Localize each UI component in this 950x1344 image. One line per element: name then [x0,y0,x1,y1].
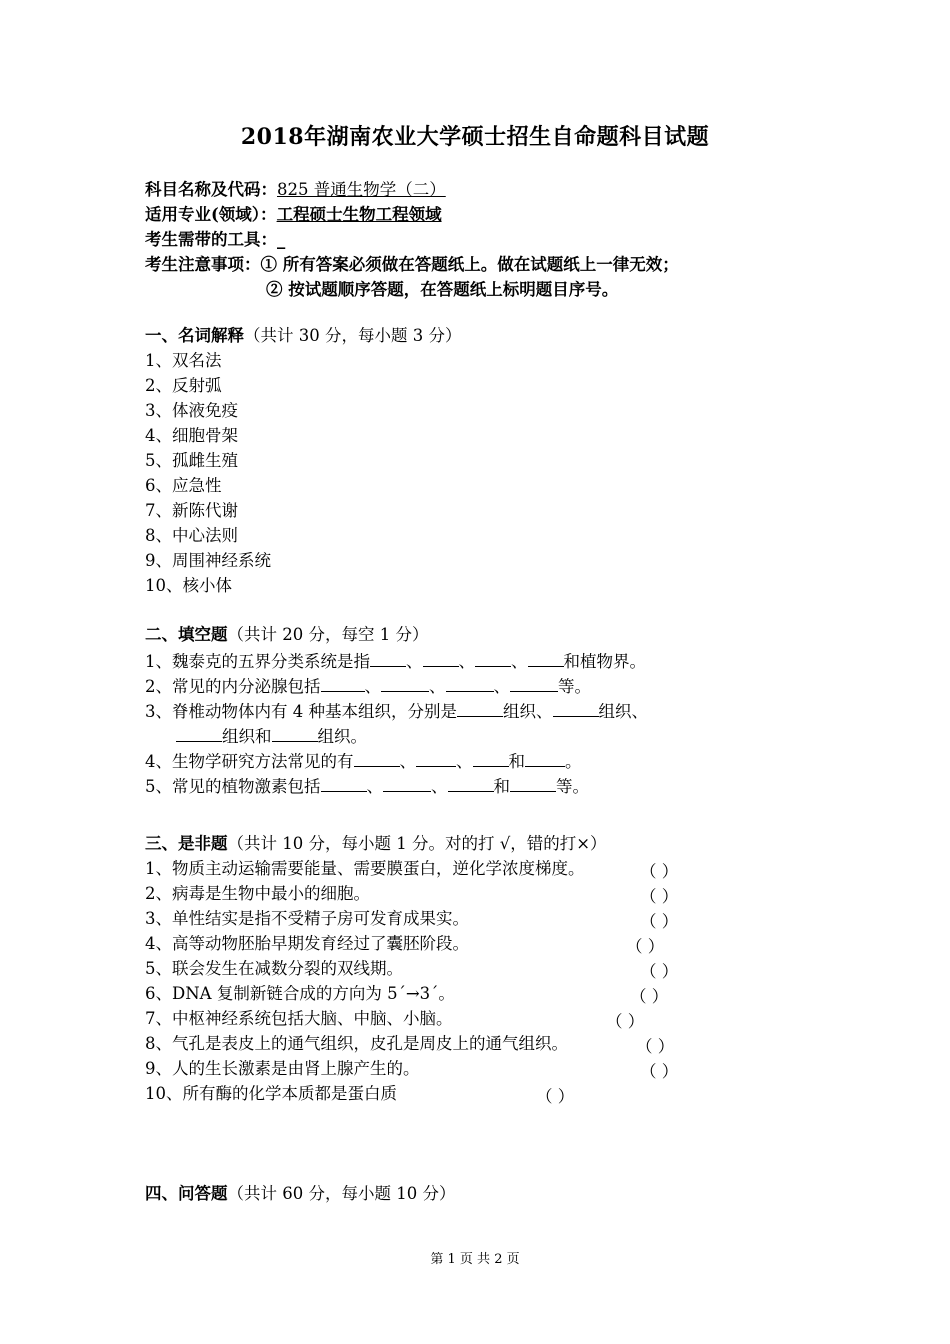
major-value: 工程硕士生物工程领域 [276,205,442,224]
judge-item: 10、所有酶的化学本质都是蛋白质 [145,1084,397,1103]
notice-label: 考生注意事项： [145,255,261,274]
question-text: 3、脊椎动物体内有 4 种基本组织，分别是 [145,702,457,721]
list-item: 9、周围神经系统 [145,551,271,570]
answer-blank [510,674,558,692]
answer-paren: （ ） [640,862,679,881]
answer-blank [457,699,503,717]
answer-blank [446,674,494,692]
judge-item: 8、气孔是表皮上的通气组织，皮孔是周皮上的通气组织。 [145,1034,568,1053]
fill-question-4 [145,749,582,773]
answer-paren: （ ） [630,987,669,1006]
answer-blank [553,699,599,717]
section3-heading [145,833,607,855]
fill-question-2 [145,674,591,698]
judge-item: 6、DNA 复制新链合成的方向为 5´→3´。 [145,984,455,1003]
section1-heading [145,325,461,347]
answer-blank [321,674,365,692]
judge-item: 3、单性结实是指不受精子房可发育成果实。 [145,909,469,928]
notice-item-2: ② 按试题顺序答题，在答题纸上标明题目序号。 [266,280,619,299]
answer-paren: （ ） [640,962,679,981]
question-text: 和植物界。 [563,652,646,671]
answer-blank [354,749,400,767]
separator: 、 [431,777,448,796]
section2-note: （共计 20 分，每空 1 分） [227,625,429,644]
tools-label: 考生需带的工具： [145,230,277,249]
question-text: 组织和 [222,727,272,746]
judge-item: 4、高等动物胚胎早期发育经过了囊胚阶段。 [145,934,469,953]
section4-title: 四、问答题 [145,1184,228,1203]
answer-blank [176,724,222,742]
fill-question-5 [145,774,589,798]
question-text: 4、生物学研究方法常见的有 [145,752,354,771]
question-text: 5、常见的植物激素包括 [145,777,321,796]
subject-value: 825 普通生物学（二） [277,180,446,199]
notice-item-1: ① 所有答案必须做在答题纸上。做在试题纸上一律无效； [260,255,679,274]
answer-paren: （ ） [640,912,679,931]
separator: 、 [429,677,446,696]
subject-label: 科目名称及代码： [145,180,277,199]
list-item: 6、应急性 [145,476,222,495]
section1-title: 一、名词解释 [145,326,244,345]
judge-item: 7、中枢神经系统包括大脑、中脑、小脑。 [145,1009,453,1028]
question-text: 组织。 [317,727,367,746]
fill-question-3-cont [176,724,367,748]
answer-blank [381,674,429,692]
section3-note: （共计 10 分，每小题 1 分。对的打 √，错的打×） [227,834,607,853]
section2-title: 二、填空题 [145,625,228,644]
answer-blank [528,649,564,667]
notice-line-1 [145,251,679,275]
tools-value: _ [277,230,286,249]
question-text: 组织、 [503,702,553,721]
major-label: 适用专业(领域）： [145,205,277,224]
question-text: 1、魏泰克的五界分类系统是指 [145,652,370,671]
answer-blank [383,774,431,792]
judge-item: 5、联会发生在减数分裂的双线期。 [145,959,403,978]
judge-item: 9、人的生长激素是由肾上腺产生的。 [145,1059,420,1078]
separator: 、 [456,752,473,771]
answer-blank [370,649,406,667]
fill-question-1 [145,649,646,673]
separator: 、 [366,777,383,796]
tools-line [145,226,285,250]
section1-note: （共计 30 分，每小题 3 分） [244,326,462,345]
question-text: 和 [508,752,525,771]
answer-blank [416,749,456,767]
question-text: 。 [565,752,582,771]
separator: 、 [458,652,475,671]
list-item: 4、细胞骨架 [145,426,238,445]
list-item: 5、孤雌生殖 [145,451,238,470]
subject-line [145,176,446,200]
section4-heading [145,1183,455,1205]
answer-blank [423,649,459,667]
list-item: 7、新陈代谢 [145,501,238,520]
question-text: 组织、 [598,702,648,721]
judge-item: 2、病毒是生物中最小的细胞。 [145,884,370,903]
answer-blank [321,774,367,792]
answer-paren: （ ） [626,937,665,956]
separator: 、 [364,677,381,696]
section4-note: （共计 60 分，每小题 10 分） [227,1184,456,1203]
list-item: 2、反射弧 [145,376,222,395]
answer-blank [473,749,509,767]
answer-blank [475,649,511,667]
judge-item: 1、物质主动运输需要能量、需要膜蛋白，逆化学浓度梯度。 [145,859,585,878]
section2-heading [145,624,428,646]
answer-paren: （ ） [636,1037,675,1056]
answer-paren: （ ） [640,1062,679,1081]
answer-blank [525,749,565,767]
question-text: 和 [493,777,510,796]
question-text: 2、常见的内分泌腺包括 [145,677,321,696]
major-line [145,201,442,225]
section3-title: 三、是非题 [145,834,228,853]
question-text: 等。 [556,777,589,796]
list-item: 10、核小体 [145,576,232,595]
separator: 、 [406,652,423,671]
answer-blank [272,724,318,742]
exam-title: 2018年湖南农业大学硕士招生自命题科目试题 [240,124,710,150]
page-footer: 第 1 页 共 2 页 [430,1252,520,1267]
answer-paren: （ ） [606,1012,645,1031]
separator: 、 [511,652,528,671]
list-item: 8、中心法则 [145,526,238,545]
separator: 、 [493,677,510,696]
answer-paren: （ ） [536,1087,575,1106]
fill-question-3 [145,699,648,723]
answer-blank [448,774,494,792]
separator: 、 [399,752,416,771]
answer-paren: （ ） [640,887,679,906]
answer-blank [510,774,556,792]
list-item: 1、双名法 [145,351,222,370]
list-item: 3、体液免疫 [145,401,238,420]
question-text: 等。 [558,677,591,696]
notice-line-2 [266,276,618,300]
